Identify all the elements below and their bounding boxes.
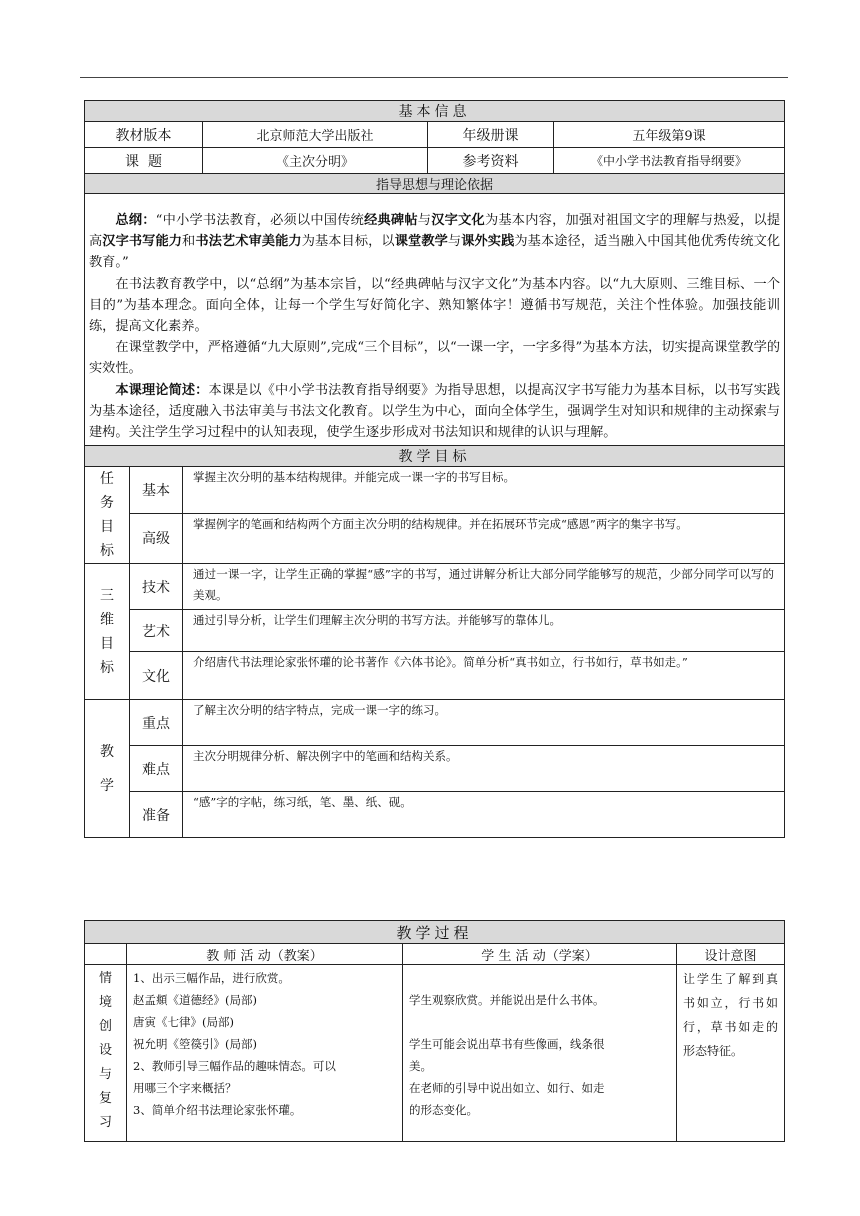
paragraph-text: 与 (417, 213, 432, 228)
goal-culture-text: 介绍唐代书法理论家张怀瓘的论书著作《六体书论》。简单分析“真书如立，行书如行，草书如走。” (183, 652, 785, 700)
lesson-plan-table (84, 100, 785, 838)
topic-label: 课 题 (85, 148, 203, 174)
emphasis-text: 经典碑帖 (364, 213, 418, 228)
edition-value: 北京师范大学出版社 (203, 122, 428, 148)
guidance-paragraph-teaching: 在书法教育教学中，以“总纲”为基本宗旨，以“经典碑帖与汉字文化”为基本内容。以“九大原则、三维目标、一个目的”为基本理念。面向全体，让每一个学生写好简化字、熟知繁体字！遵循书写规范，关注个性体验。加强技能训练，提高文化素养。 (89, 276, 781, 335)
theory-label: 本课理论简述： (115, 382, 209, 398)
process-header: 教学过程 (85, 921, 785, 944)
emphasis-text: 课堂教学 (394, 234, 448, 250)
stage-label: 情 境 创 设 与 复 习 (85, 965, 127, 1142)
student-activity-header: 学 生 活 动（学案） (403, 944, 677, 965)
guidance-content (85, 194, 785, 446)
goal-art-label: 艺术 (130, 610, 183, 652)
preparation-text: “感”字的字帖，练习纸，笔、墨、纸、砚。 (183, 792, 785, 838)
student-line (409, 967, 672, 989)
teacher-line: 1、出示三幅作品，进行欣赏。 (133, 971, 290, 985)
goals-header: 教学目标 (85, 446, 785, 467)
paragraph-text: 与 (447, 234, 462, 250)
preparation-label: 准备 (130, 792, 183, 838)
paragraph-text: 为基本目标，以 (301, 234, 395, 250)
reference-value: 《中小学书法教育指导纲要》 (554, 148, 785, 174)
teacher-activity-header: 教 师 活 动（教案） (127, 944, 403, 965)
emphasis-text: 课外实践 (461, 234, 515, 250)
task-advanced-text: 掌握例字的笔画和结构两个方面主次分明的结构规律。并在拓展环节完成“感恩”两字的集字书写。 (183, 513, 785, 564)
guidance-paragraph-theory (89, 380, 780, 444)
emphasis-text: 汉字书写能力 (102, 234, 183, 250)
emphasis-text: 总纲： (115, 213, 156, 228)
theory-text: 本课是以《中小学书法教育指导纲要》为指导思想，以提高汉字书写能力为基本目标，以书写实践为基本途径，适度融入书法审美与书法文化教育。以学生为中心，面向全体学生，强调学生对知识和规律的主动探索与建构。关注学生学习过程中的认知表现，使学生逐步形成对书法知识和规律的认识与理解。 (89, 382, 781, 441)
paragraph-text: 和 (182, 234, 196, 250)
goal-technique-label: 技术 (130, 564, 183, 610)
grade-value: 五年级第9课 (554, 122, 785, 148)
difficulty-text: 主次分明规律分析、解决例字中的笔画和结构关系。 (183, 746, 785, 792)
key-point-label: 重点 (130, 700, 183, 746)
teacher-line: 赵孟頫《道德经》(局部) (133, 993, 257, 1007)
grade-label: 年级册课 (428, 122, 554, 148)
goal-culture-label: 文化 (130, 652, 183, 700)
guidance-paragraph-general (89, 210, 780, 274)
task-advanced-label: 高级 (130, 513, 183, 564)
guidance-header: 指导思想与理论依据 (85, 174, 785, 194)
goal-technique-text: 通过一课一字，让学生正确的掌握“感”字的书写，通过讲解分析让大部分同学能够写的规范，少部分同学可以写的美观。 (183, 564, 785, 610)
emphasis-text: 汉字文化 (431, 213, 485, 228)
teaching-process-table (84, 920, 785, 1142)
three-dim-goals-label: 三 维 目 标 (85, 564, 130, 700)
student-line: 美。 (409, 1059, 432, 1073)
design-intent-text: 让学生了解到真书如立，行书如行，草书如走的形态特征。 (677, 965, 785, 1142)
reference-label: 参考资料 (428, 148, 554, 174)
task-goals-label: 任 务 目 标 (85, 467, 130, 564)
student-line: 在老师的引导中说出如立、如行、如走 (409, 1081, 605, 1095)
task-basic-text: 掌握主次分明的基本结构规律。并能完成一课一字的书写目标。 (183, 467, 785, 513)
difficulty-label: 难点 (130, 746, 183, 792)
paragraph-text: 为基本途径，适当融入中国其他优秀传统文化教育。” (89, 234, 781, 271)
process-corner-cell (85, 944, 127, 965)
teacher-line: 3、简单介绍书法理论家张怀瓘。 (133, 1103, 302, 1117)
teacher-activity-cell (127, 965, 403, 1142)
edition-label: 教材版本 (85, 122, 203, 148)
teacher-line: 祝允明《箜篌引》(局部) (133, 1037, 257, 1051)
student-line: 的形态变化。 (409, 1103, 478, 1117)
paragraph-text: 为基本内容，加强对祖国文字的理解与热爱，以提高 (89, 213, 781, 250)
topic-value: 《主次分明》 (203, 148, 428, 174)
task-basic-label: 基本 (130, 467, 183, 513)
paragraph-text: “中小学书法教育，必须以中国传统 (155, 213, 365, 228)
key-point-text: 了解主次分明的结字特点，完成一课一字的练习。 (183, 700, 785, 746)
goal-art-text: 通过引导分析，让学生们理解主次分明的书写方法。并能够写的靠体儿。 (183, 610, 785, 652)
student-line: 学生观察欣赏。并能说出是什么书体。 (409, 993, 605, 1007)
student-line: 学生可能会说出草书有些像画，线条很 (409, 1037, 605, 1051)
guidance-paragraph-classroom: 在课堂教学中，严格遵循“九大原则”,完成“三个目标”，以“一课一字，一字多得”为基本方法，切实提高课堂教学的实效性。 (89, 340, 781, 377)
page-header-rule (80, 77, 788, 78)
student-line (409, 1011, 672, 1033)
basic-info-header: 基本信息 (85, 101, 785, 122)
teacher-line: 唐寅《七律》(局部) (133, 1015, 234, 1029)
teacher-line: 2、教师引导三幅作品的趣味情态。可以 (133, 1059, 336, 1073)
design-intent-header: 设计意图 (677, 944, 785, 965)
student-activity-cell (403, 965, 677, 1142)
teacher-line: 用哪三个字来概括？ (133, 1081, 237, 1095)
emphasis-text: 书法艺术审美能力 (195, 234, 302, 250)
teaching-label: 教 学 (85, 700, 130, 838)
